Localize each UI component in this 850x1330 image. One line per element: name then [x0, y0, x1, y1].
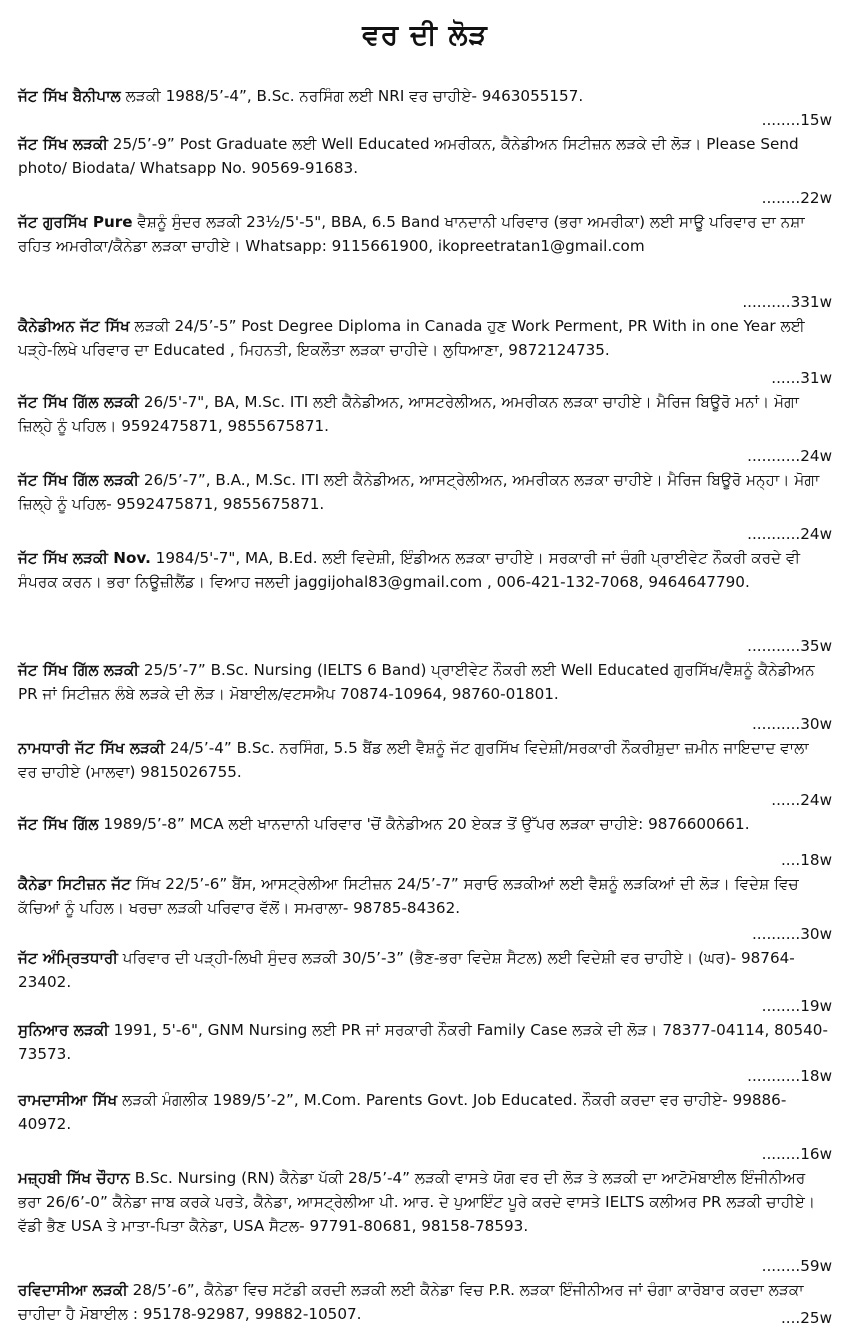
ad-description: 28/5’-6”, ਕੈਨੇਡਾ ਵਿਚ ਸਟੱਡੀ ਕਰਦੀ ਲੜਕੀ ਲਈ ਕੈਨੇਡਾ ਵਿਚ P.R. ਲੜਕਾ ਇੰਜੀਨੀਅਰ ਜਾਂ ਚੰਗਾ ਕਾਰੋਬਾਰ ਕਰਦਾ ਲੜਕਾ ਚਾਹੀਦਾ ਹੈ ਮੋਬਾਈਲ : 95178-92987, 99882-10507. [18, 1281, 804, 1323]
ad-body [18, 1018, 832, 1066]
ad-code: ........15w [761, 111, 832, 129]
classified-ad [18, 872, 832, 946]
ad-body [18, 812, 832, 836]
ad-code: ...........35w [747, 637, 832, 655]
classified-ad [18, 390, 832, 468]
ad-body [18, 314, 832, 362]
ad-code: ....25w [780, 1309, 832, 1327]
ad-description: 1984/5'-7", MA, B.Ed. ਲਈ ਵਿਦੇਸ਼ੀ, ਇੰਡੀਅਨ ਲੜਕਾ ਚਾਹੀਏ। ਸਰਕਾਰੀ ਜਾਂ ਚੰਗੀ ਪ੍ਰਾਈਵੇਟ ਨੌਕਰੀ ਕਰਦੇ ਵੀ ਸੰਪਰਕ ਕਰਨ। ਭਰਾ ਨਿਊਜ਼ੀਲੈਂਡ। ਵਿਆਹ ਜਲਦੀ jaggijohal83@gmail.com , 006-421-132-7068, 9464647790. [18, 549, 801, 591]
ad-body [18, 1088, 832, 1136]
ad-code: ....18w [780, 851, 832, 869]
classified-ads-list [18, 84, 832, 1330]
ad-description: ਪਰਿਵਾਰ ਦੀ ਪੜ੍ਹੀ-ਲਿਖੀ ਸੁੰਦਰ ਲੜਕੀ 30/5’-3” (ਭੈਣ-ਭਰਾ ਵਿਦੇਸ਼ ਸੈਟਲ) ਲਈ ਵਿਦੇਸ਼ੀ ਵਰ ਚਾਹੀਏ। (ਘਰ)- 98764-23402. [18, 949, 795, 991]
ad-body [18, 658, 832, 706]
ad-code: ...........18w [747, 1067, 832, 1085]
classified-ad [18, 658, 832, 736]
ad-body [18, 736, 832, 784]
classified-ad [18, 736, 832, 812]
ad-heading: ਕੈਨੇਡਾ ਸਿਟੀਜ਼ਨ ਜੱਟ [18, 875, 131, 893]
ad-heading: ਜੱਟ ਸਿੱਖ ਗਿੱਲ [18, 815, 99, 833]
ad-body [18, 546, 832, 594]
ad-body [18, 468, 832, 516]
classified-ad [18, 132, 832, 210]
ad-code: ...........24w [747, 447, 832, 465]
ad-description: ਲੜਕੀ 24/5’-5” Post Degree Diploma in Canada ਹੁਣ Work Perment, PR With in one Year ਲਈ ਪੜ੍ਹੇ-ਲਿਖੇ ਪਰਿਵਾਰ ਦਾ Educated , ਮਿਹਨਤੀ, ਇਕਲੌਤਾ ਲੜਕਾ ਚਾਹੀਦੇ। ਲੁਧਿਆਣਾ, 9872124735. [18, 317, 805, 359]
ad-description: ਲੜਕੀ ਮੰਗਲੀਕ 1989/5’-2”, M.Com. Parents Govt. Job Educated. ਨੌਕਰੀ ਕਰਦਾ ਵਰ ਚਾਹੀਏ- 99886-40972. [18, 1091, 787, 1133]
ad-code: ...........24w [747, 525, 832, 543]
ad-heading: ਜੱਟ ਸਿੱਖ ਲੜਕੀ [18, 135, 108, 153]
ad-heading: ਰਾਮਦਾਸੀਆ ਸਿੱਖ [18, 1091, 118, 1109]
classified-ad [18, 1088, 832, 1166]
ad-description: 24/5’-4” B.Sc. ਨਰਸਿੰਗ, 5.5 ਬੈਂਡ ਲਈ ਵੈਸ਼ਨੂੰ ਜੱਟ ਗੁਰਸਿੱਖ ਵਿਦੇਸ਼ੀ/ਸਰਕਾਰੀ ਨੌਕਰੀਸ਼ੁਦਾ ਜ਼ਮੀਨ ਜਾਇਦਾਦ ਵਾਲਾ ਵਰ ਚਾਹੀਏ (ਮਾਲਵਾ) 9815026755. [18, 739, 809, 781]
ad-description: ਵੈਸ਼ਨੂੰ ਸੁੰਦਰ ਲੜਕੀ 23½/5'-5", BBA, 6.5 Band ਖਾਨਦਾਨੀ ਪਰਿਵਾਰ (ਭਰਾ ਅਮਰੀਕਾ) ਲਈ ਸਾਊ ਪਰਿਵਾਰ ਦਾ ਨਸ਼ਾ ਰਹਿਤ ਅਮਰੀਕਾ/ਕੈਨੇਡਾ ਲੜਕਾ ਚਾਹੀਏ। Whatsapp: 9115661900, ikopreetratan1@gmail.com [18, 213, 805, 255]
ad-heading: ਨਾਮਧਾਰੀ ਜੱਟ ਸਿੱਖ ਲੜਕੀ [18, 739, 165, 757]
ad-heading: ਮਜ਼੍ਹਬੀ ਸਿੱਖ ਚੌਹਾਨ [18, 1169, 130, 1187]
ad-code: ........16w [761, 1145, 832, 1163]
ad-body [18, 1166, 832, 1238]
ad-heading: ਜੱਟ ਅੰਮ੍ਰਿਤਧਾਰੀ [18, 949, 118, 967]
ad-heading: ਰਵਿਦਾਸੀਆ ਲੜਕੀ [18, 1281, 128, 1299]
ad-code: ..........30w [751, 715, 832, 733]
classified-ad [18, 1166, 832, 1278]
classified-ad [18, 468, 832, 546]
ad-heading: ਜੱਟ ਸਿੱਖ ਬੈਨੀਪਾਲ [18, 87, 121, 105]
ad-heading: ਸੁਨਿਆਰ ਲੜਕੀ [18, 1021, 109, 1039]
classified-ad [18, 314, 832, 390]
page-title: ਵਰ ਦੀ ਲੋੜ [362, 18, 488, 51]
ad-description: ਲੜਕੀ 1988/5’-4”, B.Sc. ਨਰਸਿੰਗ ਲਈ NRI ਵਰ ਚਾਹੀਏ- 9463055157. [120, 87, 584, 105]
ad-code: ........59w [761, 1257, 832, 1275]
ad-description: B.Sc. Nursing (RN) ਕੈਨੇਡਾ ਪੱਕੀ 28/5’-4” ਲੜਕੀ ਵਾਸਤੇ ਯੋਗ ਵਰ ਦੀ ਲੋੜ ਤੇ ਲੜਕੀ ਦਾ ਆਟੋਮੋਬਾਈਲ ਇੰਜੀਨੀਅਰ ਭਰਾ 26/6’-0” ਕੈਨੇਡਾ ਜਾਬ ਕਰਕੇ ਪਰਤੇ, ਕੈਨੇਡਾ, ਆਸਟ੍ਰੇਲੀਆ ਪੀ. ਆਰ. ਦੇ ਪੁਆਇੰਟ ਪੂਰੇ ਕਰਦੇ ਵਾਸਤੇ IELTS ਕਲੀਅਰ PR ਲੜਕੀ ਚਾਹੀਏ। ਵੱਡੀ ਭੈਣ USA ਤੇ ਮਾਤਾ-ਪਿਤਾ ਕੈਨੇਡਾ, USA ਸੈਟਲ- 97791-80681, 98158-78593. [18, 1169, 816, 1235]
ad-heading: ਜੱਟ ਸਿੱਖ ਲੜਕੀ Nov. [18, 549, 151, 567]
ad-heading: ਜੱਟ ਗੁਰਸਿੱਖ Pure [18, 213, 133, 231]
ad-body [18, 390, 832, 438]
ad-heading: ਜੱਟ ਸਿੱਖ ਗਿੱਲ ਲੜਕੀ [18, 661, 139, 679]
ad-body [18, 210, 832, 258]
ad-description: ਸਿੱਖ 22/5’-6” ਬੈਂਸ, ਆਸਟ੍ਰੇਲੀਆ ਸਿਟੀਜ਼ਨ 24/5’-7” ਸਰਾਓ ਲੜਕੀਆਂ ਲਈ ਵੈਸ਼ਨੂੰ ਲੜਕਿਆਂ ਦੀ ਲੋੜ। ਵਿਦੇਸ਼ ਵਿਚ ਕੱਚਿਆਂ ਨੂੰ ਪਹਿਲ। ਖਰਚਾ ਲੜਕੀ ਪਰਿਵਾਰ ਵੱਲੋਂ। ਸਮਰਾਲਾ- 98785-84362. [18, 875, 799, 917]
ad-code: ........22w [761, 189, 832, 207]
classified-ad [18, 210, 832, 314]
ad-description: 26/5'-7", BA, M.Sc. ITI ਲਈ ਕੈਨੇਡੀਅਨ, ਆਸਟਰੇਲੀਅਨ, ਅਮਰੀਕਨ ਲੜਕਾ ਚਾਹੀਏ। ਮੈਰਿਜ ਬਿਊਰੋ ਮਨਾਂ। ਮੋਗਾ ਜ਼ਿਲ੍ਹੇ ਨੂੰ ਪਹਿਲ। 9592475871, 9855675871. [18, 393, 799, 435]
ad-body [18, 1278, 832, 1326]
ad-description: 25/5’-9” Post Graduate ਲਈ Well Educated ਅਮਰੀਕਨ, ਕੈਨੇਡੀਅਨ ਸਿਟੀਜ਼ਨ ਲੜਕੇ ਦੀ ਲੋੜ। Please Send photo/ Biodata/ Whatsapp No. 90569-91683. [18, 135, 799, 177]
classified-ad [18, 1018, 832, 1088]
ad-code: ..........331w [742, 293, 832, 311]
ad-body [18, 872, 832, 920]
ad-body [18, 132, 832, 180]
ad-code: ..........30w [751, 925, 832, 943]
ad-body [18, 84, 832, 108]
classified-ad [18, 946, 832, 1018]
ad-description: 1989/5’-8” MCA ਲਈ ਖਾਨਦਾਨੀ ਪਰਿਵਾਰ 'ਚੋਂ ਕੈਨੇਡੀਅਨ 20 ਏਕੜ ਤੋਂ ਉੱਪਰ ਲੜਕਾ ਚਾਹੀਏ: 9876600661. [98, 815, 750, 833]
ad-body [18, 946, 832, 994]
classified-ad [18, 546, 832, 658]
classified-ad [18, 812, 832, 872]
ad-heading: ਜੱਟ ਸਿੱਖ ਗਿੱਲ ਲੜਕੀ [18, 393, 139, 411]
ad-heading: ਕੈਨੇਡੀਅਨ ਜੱਟ ਸਿੱਖ [18, 317, 130, 335]
ad-description: 1991, 5'-6", GNM Nursing ਲਈ PR ਜਾਂ ਸਰਕਾਰੀ ਨੌਕਰੀ Family Case ਲੜਕੇ ਦੀ ਲੋੜ। 78377-04114, 80540-73573. [18, 1021, 828, 1063]
ad-heading: ਜੱਟ ਸਿੱਖ ਗਿੱਲ ਲੜਕੀ [18, 471, 139, 489]
classified-ad [18, 84, 832, 132]
classified-ad [18, 1278, 832, 1330]
ad-description: 26/5’-7”, B.A., M.Sc. ITI ਲਈ ਕੈਨੇਡੀਅਨ, ਆਸਟ੍ਰੇਲੀਅਨ, ਅਮਰੀਕਨ ਲੜਕਾ ਚਾਹੀਏ। ਮੈਰਿਜ ਬਿਊਰੋ ਮਨ੍ਹਾ। ਮੋਗਾ ਜ਼ਿਲ੍ਹੇ ਨੂੰ ਪਹਿਲ- 9592475871, 9855675871. [18, 471, 820, 513]
ad-code: ........19w [761, 997, 832, 1015]
ad-code: ......24w [771, 791, 832, 809]
ad-code: ......31w [771, 369, 832, 387]
ad-description: 25/5’-7” B.Sc. Nursing (IELTS 6 Band) ਪ੍ਰਾਈਵੇਟ ਨੌਕਰੀ ਲਈ Well Educated ਗੁਰਸਿੱਖ/ਵੈਸ਼ਨੂੰ ਕੈਨੇਡੀਅਨ PR ਜਾਂ ਸਿਟੀਜ਼ਨ ਲੰਬੇ ਲੜਕੇ ਦੀ ਲੋੜ। ਮੋਬਾਈਲ/ਵਟਸਐਪ 70874-10964, 98760-01801. [18, 661, 815, 703]
